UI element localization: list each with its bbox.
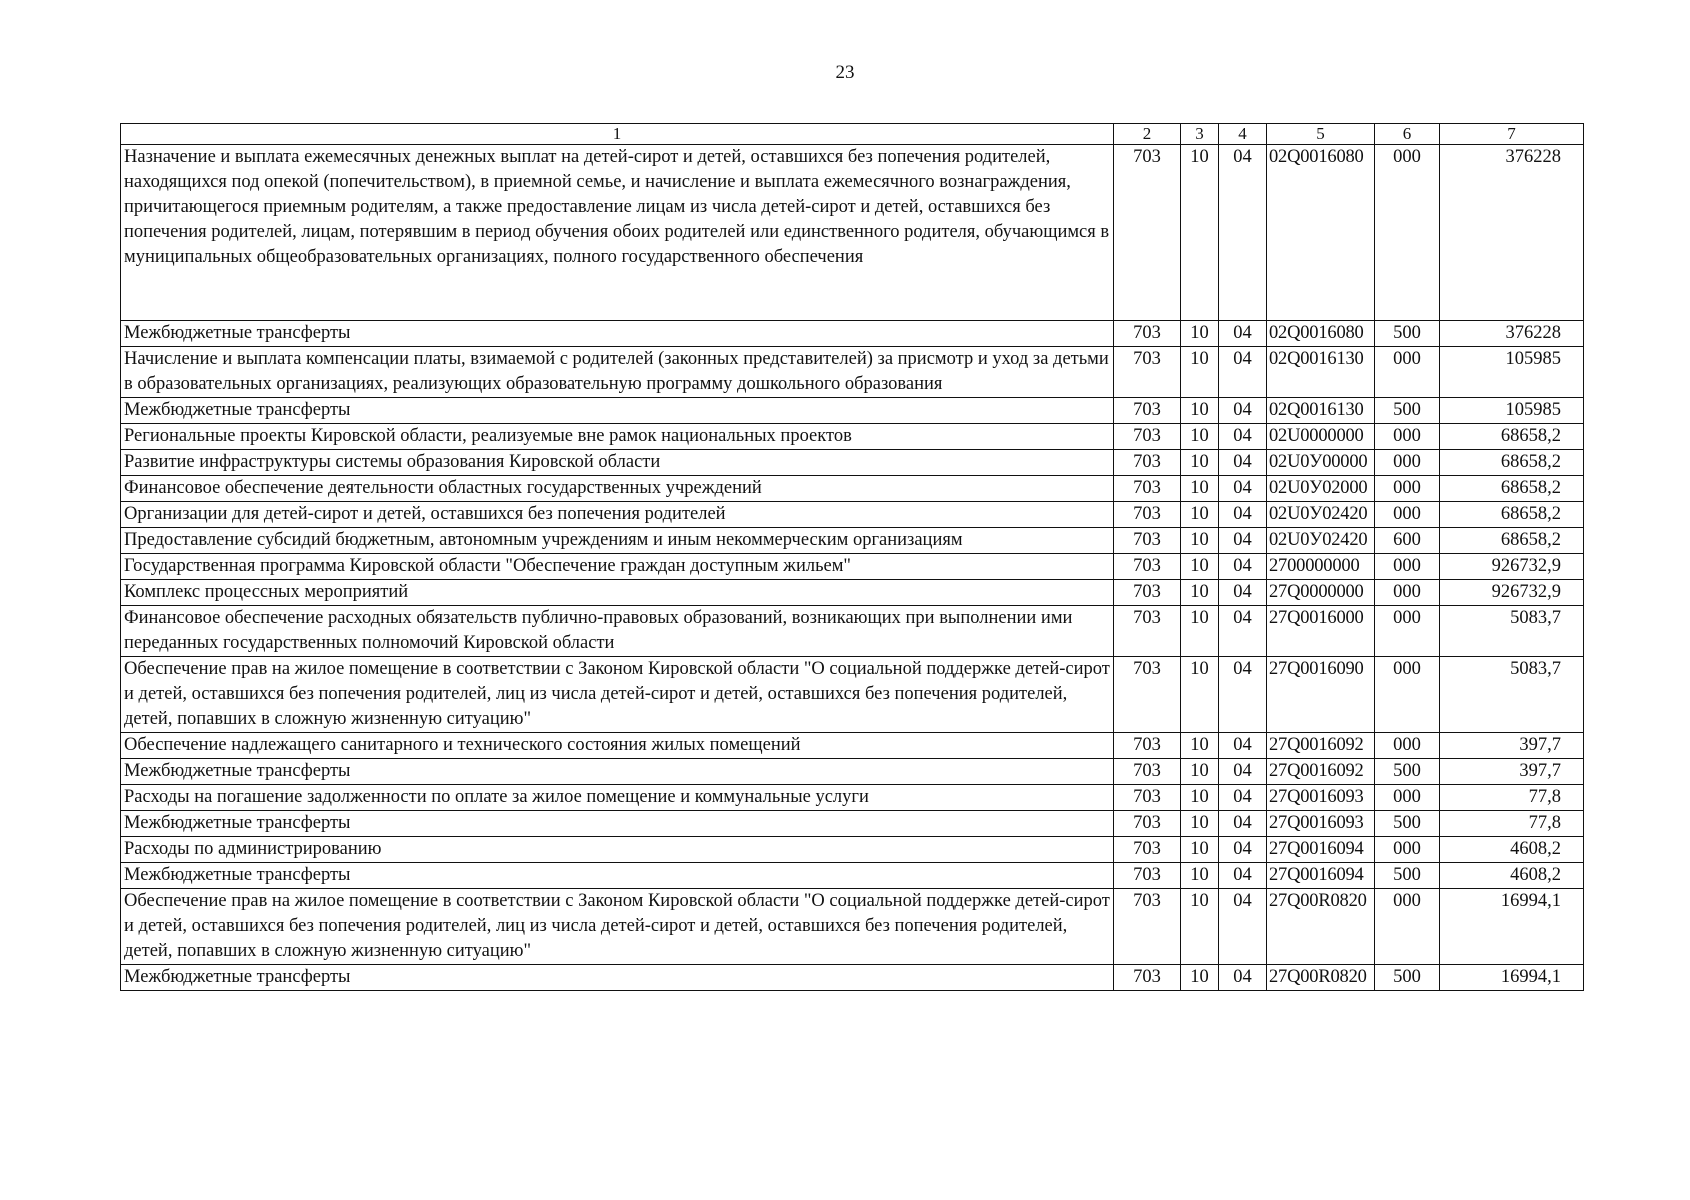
section-code: 10 bbox=[1181, 837, 1219, 863]
expense-type-code: 000 bbox=[1375, 733, 1440, 759]
section-code: 10 bbox=[1181, 145, 1219, 321]
subsection-code: 04 bbox=[1219, 347, 1267, 398]
table-row bbox=[121, 502, 1584, 528]
expense-type-code: 500 bbox=[1375, 863, 1440, 889]
section-code: 10 bbox=[1181, 889, 1219, 965]
section-code: 10 bbox=[1181, 580, 1219, 606]
ministry-code: 703 bbox=[1114, 889, 1181, 965]
subsection-code: 04 bbox=[1219, 606, 1267, 657]
row-name: Предоставление субсидий бюджетным, автономным учреждениям и иным некоммерческим организациям bbox=[121, 528, 1114, 554]
section-code: 10 bbox=[1181, 759, 1219, 785]
target-article-code: 27Q0016090 bbox=[1267, 657, 1375, 733]
target-article-code: 02U0У02420 bbox=[1267, 528, 1375, 554]
table-row bbox=[121, 837, 1584, 863]
section-code: 10 bbox=[1181, 606, 1219, 657]
row-name: Назначение и выплата ежемесячных денежных выплат на детей-сирот и детей, оставшихся без попечения родителей, находящихся под опекой (попечительством), в приемной семье, и начисление и выплата ежемесячного вознаграждения, причитающегося приемным родителям, а также предоставление лицам из числа детей-сирот и детей, оставшихся без попечения родителей, лицам, потерявшим в период обучения обоих родителей или единственного родителя, обучающимся в муниципальных общеобразовательных организациях, полного государственного обеспечения bbox=[121, 145, 1114, 321]
row-name: Расходы на погашение задолженности по оплате за жилое помещение и коммунальные услуги bbox=[121, 785, 1114, 811]
amount: 376228 bbox=[1440, 145, 1584, 321]
row-name: Начисление и выплата компенсации платы, взимаемой с родителей (законных представителей) за присмотр и уход за детьми в образовательных организациях, реализующих образовательную программу дошкольного образования bbox=[121, 347, 1114, 398]
expense-type-code: 000 bbox=[1375, 347, 1440, 398]
column-header: 7 bbox=[1440, 124, 1584, 145]
target-article-code: 27Q0016093 bbox=[1267, 785, 1375, 811]
table-row bbox=[121, 811, 1584, 837]
subsection-code: 04 bbox=[1219, 554, 1267, 580]
table-row bbox=[121, 580, 1584, 606]
ministry-code: 703 bbox=[1114, 811, 1181, 837]
target-article-code: 27Q0000000 bbox=[1267, 580, 1375, 606]
target-article-code: 02Q0016080 bbox=[1267, 145, 1375, 321]
subsection-code: 04 bbox=[1219, 145, 1267, 321]
row-name: Межбюджетные трансферты bbox=[121, 321, 1114, 347]
expense-type-code: 000 bbox=[1375, 554, 1440, 580]
table-row bbox=[121, 145, 1584, 321]
target-article-code: 27Q0016092 bbox=[1267, 759, 1375, 785]
ministry-code: 703 bbox=[1114, 145, 1181, 321]
row-name: Межбюджетные трансферты bbox=[121, 965, 1114, 991]
subsection-code: 04 bbox=[1219, 837, 1267, 863]
table-row bbox=[121, 759, 1584, 785]
table-row bbox=[121, 528, 1584, 554]
ministry-code: 703 bbox=[1114, 606, 1181, 657]
target-article-code: 27Q00R0820 bbox=[1267, 889, 1375, 965]
column-header: 1 bbox=[121, 124, 1114, 145]
row-name: Обеспечение надлежащего санитарного и технического состояния жилых помещений bbox=[121, 733, 1114, 759]
ministry-code: 703 bbox=[1114, 347, 1181, 398]
subsection-code: 04 bbox=[1219, 476, 1267, 502]
subsection-code: 04 bbox=[1219, 424, 1267, 450]
amount: 68658,2 bbox=[1440, 450, 1584, 476]
section-code: 10 bbox=[1181, 554, 1219, 580]
section-code: 10 bbox=[1181, 965, 1219, 991]
subsection-code: 04 bbox=[1219, 528, 1267, 554]
expense-type-code: 000 bbox=[1375, 837, 1440, 863]
expense-type-code: 000 bbox=[1375, 450, 1440, 476]
expense-type-code: 000 bbox=[1375, 502, 1440, 528]
section-code: 10 bbox=[1181, 863, 1219, 889]
section-code: 10 bbox=[1181, 450, 1219, 476]
target-article-code: 02Q0016080 bbox=[1267, 321, 1375, 347]
amount: 77,8 bbox=[1440, 811, 1584, 837]
amount: 16994,1 bbox=[1440, 889, 1584, 965]
target-article-code: 27Q0016000 bbox=[1267, 606, 1375, 657]
row-name: Развитие инфраструктуры системы образования Кировской области bbox=[121, 450, 1114, 476]
ministry-code: 703 bbox=[1114, 785, 1181, 811]
amount: 68658,2 bbox=[1440, 528, 1584, 554]
expense-type-code: 000 bbox=[1375, 476, 1440, 502]
expense-type-code: 500 bbox=[1375, 321, 1440, 347]
row-name: Межбюджетные трансферты bbox=[121, 759, 1114, 785]
target-article-code: 02U0У02000 bbox=[1267, 476, 1375, 502]
table-row bbox=[121, 965, 1584, 991]
subsection-code: 04 bbox=[1219, 759, 1267, 785]
row-name: Расходы по администрированию bbox=[121, 837, 1114, 863]
section-code: 10 bbox=[1181, 528, 1219, 554]
row-name: Комплекс процессных мероприятий bbox=[121, 580, 1114, 606]
amount: 5083,7 bbox=[1440, 606, 1584, 657]
amount: 397,7 bbox=[1440, 759, 1584, 785]
ministry-code: 703 bbox=[1114, 502, 1181, 528]
section-code: 10 bbox=[1181, 321, 1219, 347]
amount: 77,8 bbox=[1440, 785, 1584, 811]
expense-type-code: 500 bbox=[1375, 398, 1440, 424]
table-row bbox=[121, 889, 1584, 965]
section-code: 10 bbox=[1181, 476, 1219, 502]
subsection-code: 04 bbox=[1219, 785, 1267, 811]
table-row bbox=[121, 606, 1584, 657]
subsection-code: 04 bbox=[1219, 321, 1267, 347]
section-code: 10 bbox=[1181, 733, 1219, 759]
table-row bbox=[121, 476, 1584, 502]
table-row bbox=[121, 785, 1584, 811]
row-name: Государственная программа Кировской области "Обеспечение граждан доступным жильем" bbox=[121, 554, 1114, 580]
table-row bbox=[121, 863, 1584, 889]
target-article-code: 27Q0016094 bbox=[1267, 863, 1375, 889]
ministry-code: 703 bbox=[1114, 657, 1181, 733]
amount: 68658,2 bbox=[1440, 502, 1584, 528]
amount: 4608,2 bbox=[1440, 837, 1584, 863]
amount: 926732,9 bbox=[1440, 554, 1584, 580]
expense-type-code: 000 bbox=[1375, 785, 1440, 811]
amount: 68658,2 bbox=[1440, 424, 1584, 450]
column-header: 5 bbox=[1267, 124, 1375, 145]
target-article-code: 27Q0016092 bbox=[1267, 733, 1375, 759]
target-article-code: 02U0000000 bbox=[1267, 424, 1375, 450]
table-row bbox=[121, 554, 1584, 580]
row-name: Финансовое обеспечение расходных обязательств публично-правовых образований, возникающих при выполнении ими переданных государственных полномочий Кировской области bbox=[121, 606, 1114, 657]
ministry-code: 703 bbox=[1114, 965, 1181, 991]
page-number: 23 bbox=[835, 62, 855, 83]
subsection-code: 04 bbox=[1219, 502, 1267, 528]
row-name: Региональные проекты Кировской области, реализуемые вне рамок национальных проектов bbox=[121, 424, 1114, 450]
expense-type-code: 000 bbox=[1375, 889, 1440, 965]
expense-type-code: 000 bbox=[1375, 657, 1440, 733]
table-header-row bbox=[121, 124, 1584, 145]
amount: 376228 bbox=[1440, 321, 1584, 347]
expense-type-code: 500 bbox=[1375, 965, 1440, 991]
ministry-code: 703 bbox=[1114, 398, 1181, 424]
budget-table bbox=[120, 123, 1584, 991]
row-name: Организации для детей-сирот и детей, оставшихся без попечения родителей bbox=[121, 502, 1114, 528]
target-article-code: 2700000000 bbox=[1267, 554, 1375, 580]
table-row bbox=[121, 450, 1584, 476]
table-row bbox=[121, 733, 1584, 759]
ministry-code: 703 bbox=[1114, 759, 1181, 785]
expense-type-code: 500 bbox=[1375, 759, 1440, 785]
row-name: Обеспечение прав на жилое помещение в соответствии с Законом Кировской области "О социальной поддержке детей-сирот и детей, оставшихся без попечения родителей, лиц из числа детей-сирот и детей, оставшихся без попечения родителей, детей, попавших в сложную жизненную ситуацию" bbox=[121, 657, 1114, 733]
target-article-code: 27Q0016094 bbox=[1267, 837, 1375, 863]
amount: 397,7 bbox=[1440, 733, 1584, 759]
section-code: 10 bbox=[1181, 398, 1219, 424]
ministry-code: 703 bbox=[1114, 321, 1181, 347]
amount: 16994,1 bbox=[1440, 965, 1584, 991]
section-code: 10 bbox=[1181, 347, 1219, 398]
ministry-code: 703 bbox=[1114, 733, 1181, 759]
amount: 105985 bbox=[1440, 398, 1584, 424]
subsection-code: 04 bbox=[1219, 657, 1267, 733]
subsection-code: 04 bbox=[1219, 733, 1267, 759]
ministry-code: 703 bbox=[1114, 837, 1181, 863]
ministry-code: 703 bbox=[1114, 863, 1181, 889]
target-article-code: 02U0У02420 bbox=[1267, 502, 1375, 528]
target-article-code: 27Q0016093 bbox=[1267, 811, 1375, 837]
subsection-code: 04 bbox=[1219, 450, 1267, 476]
subsection-code: 04 bbox=[1219, 965, 1267, 991]
row-name: Обеспечение прав на жилое помещение в соответствии с Законом Кировской области "О социальной поддержке детей-сирот и детей, оставшихся без попечения родителей, лиц из числа детей-сирот и детей, оставшихся без попечения родителей, детей, попавших в сложную жизненную ситуацию" bbox=[121, 889, 1114, 965]
subsection-code: 04 bbox=[1219, 811, 1267, 837]
section-code: 10 bbox=[1181, 785, 1219, 811]
table-row bbox=[121, 347, 1584, 398]
table-row bbox=[121, 398, 1584, 424]
ministry-code: 703 bbox=[1114, 554, 1181, 580]
section-code: 10 bbox=[1181, 811, 1219, 837]
ministry-code: 703 bbox=[1114, 528, 1181, 554]
subsection-code: 04 bbox=[1219, 580, 1267, 606]
ministry-code: 703 bbox=[1114, 476, 1181, 502]
expense-type-code: 000 bbox=[1375, 580, 1440, 606]
column-header: 2 bbox=[1114, 124, 1181, 145]
column-header: 6 bbox=[1375, 124, 1440, 145]
target-article-code: 02U0У00000 bbox=[1267, 450, 1375, 476]
target-article-code: 02Q0016130 bbox=[1267, 347, 1375, 398]
ministry-code: 703 bbox=[1114, 450, 1181, 476]
ministry-code: 703 bbox=[1114, 580, 1181, 606]
expense-type-code: 500 bbox=[1375, 811, 1440, 837]
table-row bbox=[121, 424, 1584, 450]
section-code: 10 bbox=[1181, 502, 1219, 528]
expense-type-code: 000 bbox=[1375, 606, 1440, 657]
amount: 4608,2 bbox=[1440, 863, 1584, 889]
expense-type-code: 600 bbox=[1375, 528, 1440, 554]
ministry-code: 703 bbox=[1114, 424, 1181, 450]
row-name: Межбюджетные трансферты bbox=[121, 811, 1114, 837]
amount: 926732,9 bbox=[1440, 580, 1584, 606]
amount: 68658,2 bbox=[1440, 476, 1584, 502]
row-name: Межбюджетные трансферты bbox=[121, 398, 1114, 424]
amount: 5083,7 bbox=[1440, 657, 1584, 733]
table-body bbox=[121, 145, 1584, 991]
amount: 105985 bbox=[1440, 347, 1584, 398]
row-name: Межбюджетные трансферты bbox=[121, 863, 1114, 889]
section-code: 10 bbox=[1181, 657, 1219, 733]
expense-type-code: 000 bbox=[1375, 424, 1440, 450]
subsection-code: 04 bbox=[1219, 398, 1267, 424]
column-header: 3 bbox=[1181, 124, 1219, 145]
expense-type-code: 000 bbox=[1375, 145, 1440, 321]
target-article-code: 02Q0016130 bbox=[1267, 398, 1375, 424]
column-header: 4 bbox=[1219, 124, 1267, 145]
subsection-code: 04 bbox=[1219, 889, 1267, 965]
subsection-code: 04 bbox=[1219, 863, 1267, 889]
table-row bbox=[121, 657, 1584, 733]
row-name: Финансовое обеспечение деятельности областных государственных учреждений bbox=[121, 476, 1114, 502]
target-article-code: 27Q00R0820 bbox=[1267, 965, 1375, 991]
section-code: 10 bbox=[1181, 424, 1219, 450]
table-row bbox=[121, 321, 1584, 347]
